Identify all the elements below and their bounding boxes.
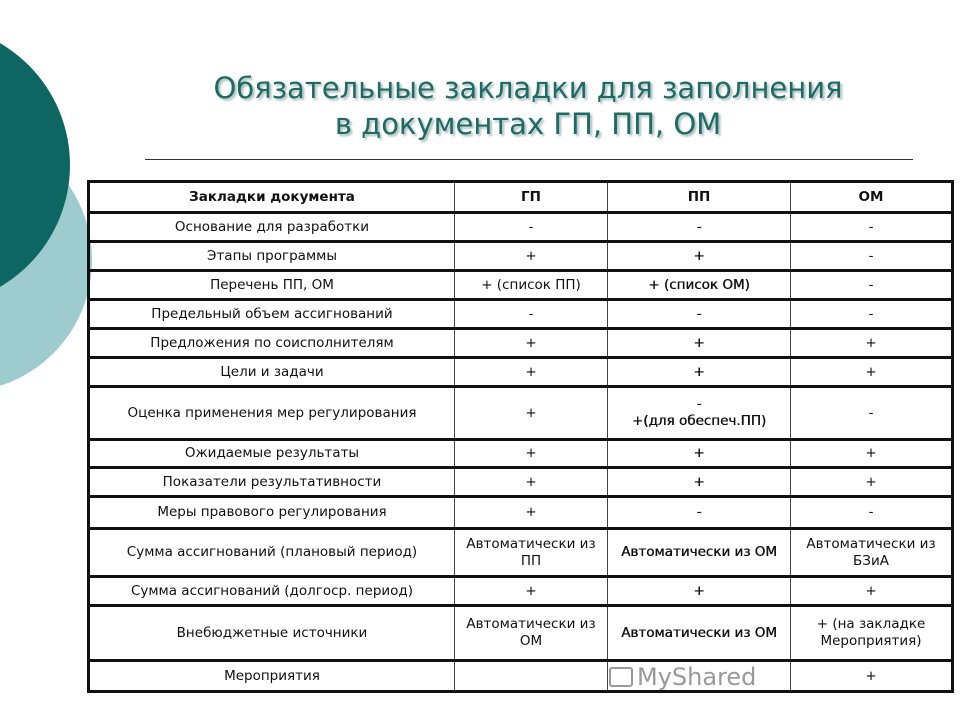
cell-om: +: [791, 577, 953, 606]
cell-bookmark: Сумма ассигнований (плановый период): [89, 529, 455, 577]
cell-gp: +: [455, 497, 608, 529]
table-row: [89, 497, 953, 529]
table-row: [89, 358, 953, 387]
table-row: [89, 213, 953, 242]
cell-pp: Автоматически из ОМ: [608, 606, 791, 661]
cell-gp: +: [455, 468, 608, 497]
table-row: [89, 300, 953, 329]
watermark-text: MyShared: [637, 663, 757, 691]
cell-bookmark: Предельный объем ассигнований: [89, 300, 455, 329]
cell-gp: +: [455, 577, 608, 606]
cell-pp: -: [608, 213, 791, 242]
cell-om: -: [791, 387, 953, 440]
cell-gp: +: [455, 440, 608, 468]
cell-om: -: [791, 242, 953, 271]
cell-pp: -: [608, 497, 791, 529]
cell-pp: +: [608, 242, 791, 271]
cell-bookmark: Основание для разработки: [89, 213, 455, 242]
cell-pp: +: [608, 358, 791, 387]
cell-om: +: [791, 440, 953, 468]
header-gp: ГП: [455, 182, 608, 213]
cell-om: -: [791, 271, 953, 300]
table-row: [89, 577, 953, 606]
cell-gp: -: [455, 213, 608, 242]
slide-title: [140, 70, 916, 142]
cell-pp: - +(для обеспеч.ПП): [608, 387, 791, 440]
cell-gp: Автоматически из ПП: [455, 529, 608, 577]
cell-gp: +: [455, 242, 608, 271]
cell-gp: -: [455, 300, 608, 329]
cell-bookmark: Внебюджетные источники: [89, 606, 455, 661]
cell-bookmark: Оценка применения мер регулирования: [89, 387, 455, 440]
cell-bookmark: Мероприятия: [89, 661, 455, 692]
cell-pp: +: [608, 577, 791, 606]
cell-om: -: [791, 497, 953, 529]
cell-bookmark: Предложения по соисполнителям: [89, 329, 455, 358]
header-pp: ПП: [608, 182, 791, 213]
presentation-icon: [609, 667, 633, 687]
watermark: [609, 664, 756, 690]
table-row: [89, 271, 953, 300]
title-line-1: Обязательные закладки для заполнения: [213, 71, 843, 105]
cell-gp: + (список ПП): [455, 271, 608, 300]
header-bookmarks: Закладки документа: [89, 182, 455, 213]
cell-bookmark: Этапы программы: [89, 242, 455, 271]
cell-pp: + (список ОМ): [608, 271, 791, 300]
title-line-2: в документах ГП, ПП, ОМ: [334, 107, 722, 141]
table-row: [89, 606, 953, 661]
decor-circles: [0, 0, 100, 400]
table-row: [89, 387, 953, 440]
table-row: [89, 242, 953, 271]
cell-om: +: [791, 661, 953, 692]
cell-gp: +: [455, 387, 608, 440]
table-row: [89, 440, 953, 468]
cell-gp: +: [455, 358, 608, 387]
table-row: [89, 329, 953, 358]
cell-gp: Автоматически из ОМ: [455, 606, 608, 661]
table-row: [89, 661, 953, 692]
cell-gp: [455, 661, 608, 692]
bookmarks-table: [87, 180, 954, 693]
cell-bookmark: Цели и задачи: [89, 358, 455, 387]
table-header-row: [89, 182, 953, 213]
cell-bookmark: Ожидаемые результаты: [89, 440, 455, 468]
cell-om: +: [791, 329, 953, 358]
cell-pp: -: [608, 300, 791, 329]
cell-bookmark: Меры правового регулирования: [89, 497, 455, 529]
cell-bookmark: Сумма ассигнований (долгоср. период): [89, 577, 455, 606]
cell-om: Автоматически из БЗиА: [791, 529, 953, 577]
cell-pp: +: [608, 440, 791, 468]
cell-om: +: [791, 468, 953, 497]
cell-om: +: [791, 358, 953, 387]
title-divider: [145, 159, 913, 160]
cell-bookmark: Показатели результативности: [89, 468, 455, 497]
table-row: [89, 529, 953, 577]
cell-pp: +: [608, 329, 791, 358]
table-row: [89, 468, 953, 497]
cell-om: -: [791, 300, 953, 329]
header-om: ОМ: [791, 182, 953, 213]
cell-gp: +: [455, 329, 608, 358]
cell-bookmark: Перечень ПП, ОМ: [89, 271, 455, 300]
table-container: [87, 180, 943, 693]
cell-om: -: [791, 213, 953, 242]
cell-om: + (на закладке Мероприятия): [791, 606, 953, 661]
cell-pp: Автоматически из ОМ: [608, 529, 791, 577]
cell-pp: +: [608, 468, 791, 497]
